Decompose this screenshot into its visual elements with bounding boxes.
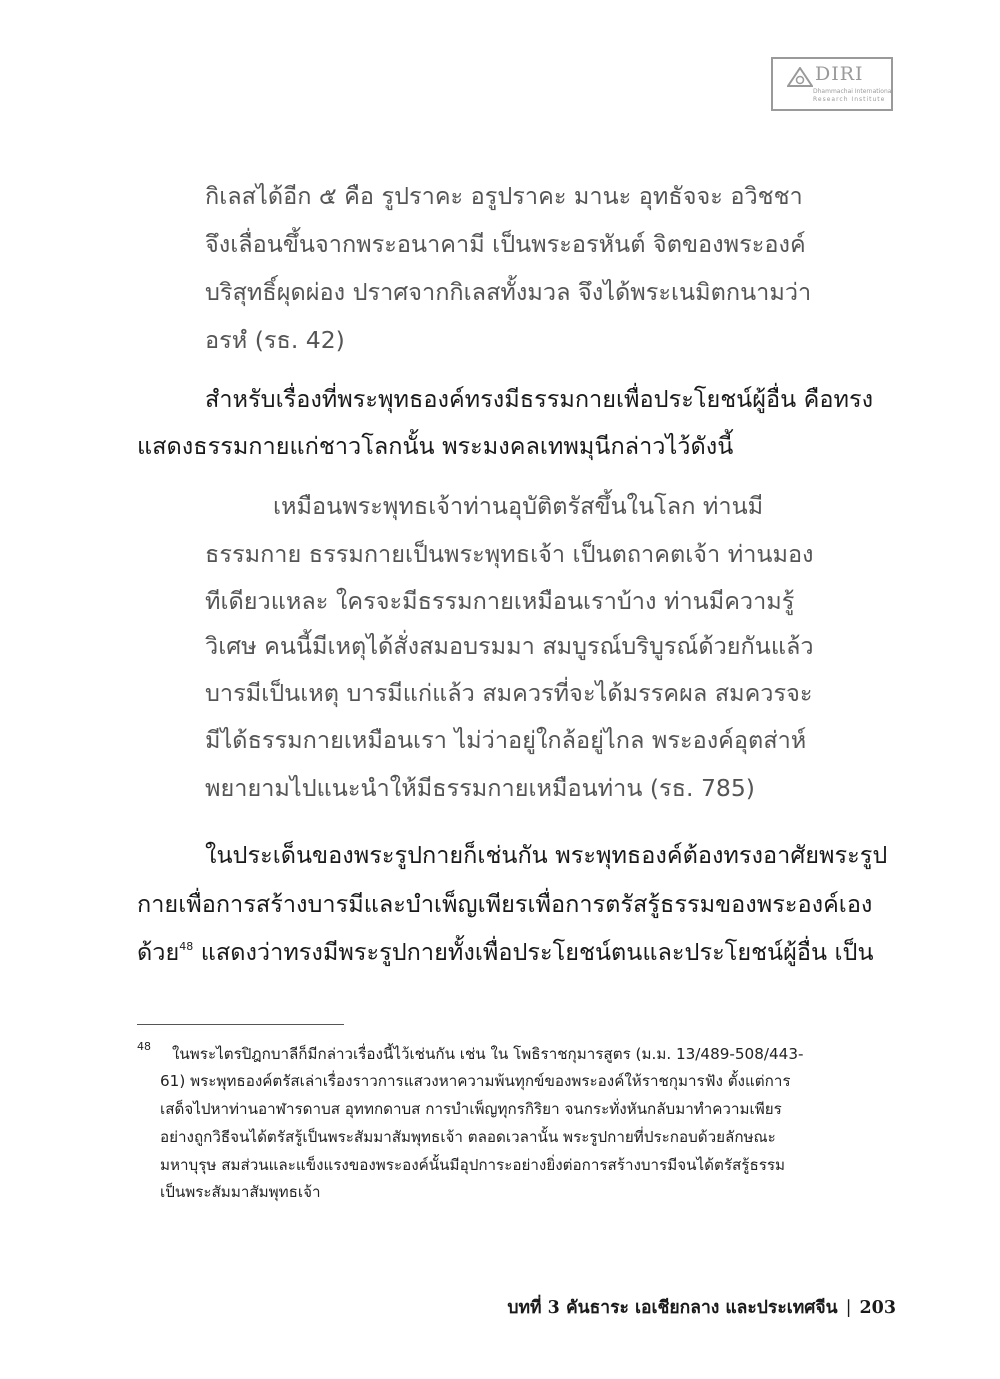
- footer-separator: |: [845, 1298, 852, 1318]
- para2-line: ในประเด็นของพระรูปกายก็เช่นกัน พระพุทธองค์ต้องทรงอาศัยพระรูป: [205, 841, 888, 869]
- footnote-divider: [137, 1024, 344, 1025]
- para2-line3-end: แสดงว่าทรงมีพระรูปกายทั้งเพื่อประโยชน์ตนและประโยชน์ผู้อื่น เป็น: [193, 938, 874, 966]
- footnote-line: เป็นพระสัมมาสัมพุทธเจ้า: [160, 1183, 321, 1201]
- logo-subtitle-1: Dhammachai International: [813, 88, 894, 95]
- quote1-line: กิเลสได้อีก ๕ คือ รูปราคะ อรูปราคะ มานะ อุทธัจจะ อวิชชา: [205, 182, 803, 210]
- footnote-line: ในพระไตรปิฎกบาลีก็มีกล่าวเรื่องนี้ไว้เช่นกัน เช่น ใน โพธิราชกุมารสูตร (ม.ม. 13/489-508/443-: [172, 1045, 804, 1063]
- diri-triangle-icon: [787, 67, 813, 87]
- page-footer: [507, 1293, 896, 1321]
- footnote-line: อย่างถูกวิธีจนได้ตรัสรู้เป็นพระสัมมาสัมพุทธเจ้า ตลอดเวลานั้น พระรูปกายที่ประกอบด้วยลักษณะ: [160, 1128, 776, 1146]
- para2-line: [137, 934, 874, 971]
- footnote-line: 61) พระพุทธองค์ตรัสเล่าเรื่องราวการแสวงหาความพ้นทุกข์ของพระองค์ให้ราชกุมารฟัง ตั้งแต่การ: [160, 1072, 791, 1090]
- quote1-line: บริสุทธิ์ผุดผ่อง ปราศจากกิเลสทั้งมวล จึงได้พระเนมิตกนามว่า: [205, 278, 812, 306]
- footnote-reference[interactable]: 48: [179, 940, 194, 953]
- logo-wordmark: DIRI: [815, 63, 864, 85]
- diri-logo: [771, 57, 893, 111]
- quote2-line: บารมีเป็นเหตุ บารมีแก่แล้ว สมควรที่จะได้มรรคผล สมควรจะ: [205, 679, 813, 707]
- para1-line: แสดงธรรมกายแก่ชาวโลกนั้น พระมงคลเทพมุนีกล่าวไว้ดังนี้: [137, 432, 734, 460]
- footnote-number: 48: [137, 1040, 151, 1053]
- para2-line3-start: ด้วย: [137, 938, 180, 966]
- footnote-line: มหาบุรุษ สมส่วนและแข็งแรงของพระองค์นั้นมีอุปการะอย่างยิ่งต่อการสร้างบารมีจนได้ตรัสรู้ธรรม: [160, 1156, 786, 1174]
- para2-line: กายเพื่อการสร้างบารมีและบำเพ็ญเพียรเพื่อการตรัสรู้ธรรมของพระองค์เอง: [137, 890, 873, 918]
- quote2-line: ธรรมกาย ธรรมกายเป็นพระพุทธเจ้า เป็นตถาคตเจ้า ท่านมอง: [205, 540, 814, 568]
- quote2-line: ทีเดียวแหละ ใครจะมีธรรมกายเหมือนเราบ้าง ท่านมีความรู้: [205, 587, 795, 615]
- logo-subtitle-2: Research Institute: [813, 96, 886, 103]
- quote2-line: วิเศษ คนนี้มีเหตุได้สั่งสมอบรมมา สมบูรณ์บริบูรณ์ด้วยกันแล้ว: [205, 632, 814, 660]
- quote2-line: มีได้ธรรมกายเหมือนเรา ไม่ว่าอยู่ใกล้อยู่ไกล พระองค์อุตส่าห์: [205, 726, 807, 754]
- page-number: 203: [859, 1298, 896, 1318]
- quote2-line: เหมือนพระพุทธเจ้าท่านอุบัติตรัสขึ้นในโลก ท่านมี: [273, 492, 764, 520]
- quote1-line: อรหํ (รธ. 42): [205, 326, 345, 354]
- quote2-line: พยายามไปแนะนำให้มีธรรมกายเหมือนท่าน (รธ. 785): [205, 774, 755, 802]
- para1-line: สำหรับเรื่องที่พระพุทธองค์ทรงมีธรรมกายเพื่อประโยชน์ผู้อื่น คือทรง: [205, 385, 874, 413]
- quote1-line: จึงเลื่อนขึ้นจากพระอนาคามี เป็นพระอรหันต์ จิตของพระองค์: [205, 230, 806, 258]
- footnote-line: เสด็จไปหาท่านอาฬารดาบส อุททกดาบส การบำเพ็ญทุกรกิริยา จนกระทั่งหันกลับมาทำความเพียร: [160, 1100, 782, 1118]
- chapter-title: บทที่ 3 คันธาระ เอเชียกลาง และประเทศจีน: [507, 1298, 838, 1318]
